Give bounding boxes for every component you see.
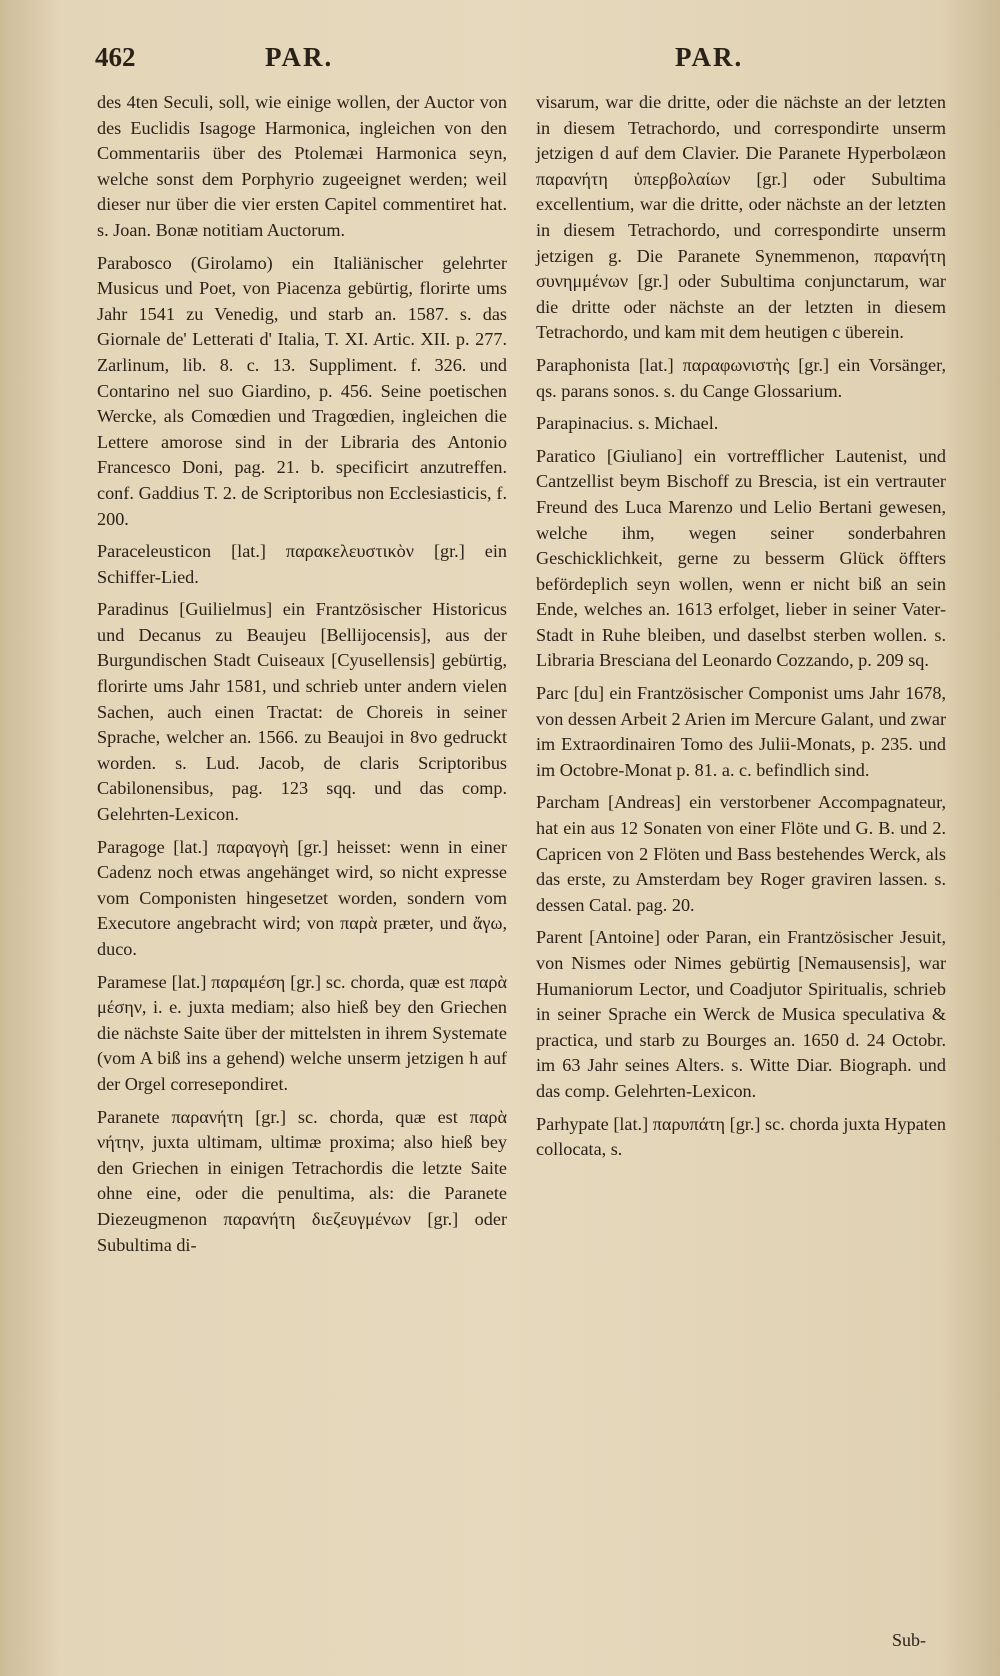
entry-parc: Parc [du] ein Frantzösischer Componist ums Jahr 1678, von dessen Arbeit 2 Arien im Mercure Galant, und zwar im Extraordinairen Tomo des Julii-Monats, p. 235. und im Octobre-Monat p. 81. a. c. befindlich sind. [536,683,946,780]
catchword: Sub- [891,1630,926,1650]
running-head-right: PAR. [675,42,744,72]
left-column [97,90,507,1265]
page-header [95,38,955,78]
entry-continuation: visarum, war die dritte, oder die nächste an der letzten in diesem Tetrachordo, und correspondirte unserm jetzigen d auf dem Clavier. Die Paranete Hyperbolæon παρανήτη ὑπερβολαίων [gr.] oder Subultima excellentium, war die dritte, oder nächste an der letzten in diesem Tetrachordo, und correspondirte unserm jetzigen g. Die Paranete Synemmenon, παρανήτη συνημμένων [gr.] oder Subultima conjunctarum, war die dritte oder nächste an der letzten in diesem Tetrachordo, und kam mit dem heutigen c überein. [536,92,946,343]
page-number: 462 [95,42,136,72]
entry-parhypate: Parhypate [lat.] παρυπάτη [gr.] sc. chorda juxta Hypaten collocata, s. [536,1113,946,1160]
right-column [536,90,946,1170]
entry-continuation: des 4ten Seculi, soll, wie einige wollen, der Auctor von des Euclidis Isagoge Harmonica, ingleichen von den Commentariis über des Ptolemæi Harmonica seyn, welche sonst dem Porphyrio zugeeignet werden; weil dieser nur über die vier ersten Capitel commentiret hat. s. Joan. Bonæ notitiam Auctorum. [97,92,507,240]
entry-paradinus: Paradinus [Guilielmus] ein Frantzösischer Historicus und Decanus zu Beaujeu [Bellijocensis], aus der Burgundischen Stadt Cuiseaux [Cyusellensis] gebürtig, florirte ums Jahr 1581, und schrieb unter andern vielen Sachen, auch einen Tractat: de Choreis in seiner Sprache, welcher an. 1566. zu Beaujoi in 8vo gedruckt worden. s. Lud. Jacob, de claris Scriptoribus Cabilonensibus, pag. 123 sqq. und das comp. Gelehrten-Lexicon. [97,599,507,825]
entry-paragoge: Paragoge [lat.] παραγογὴ [gr.] heisset: wenn in einer Cadenz noch etwas angehänget wird, so nicht expresse vom Componisten hingesetzet worden, sondern vom Executore angebracht wird; von παρὰ præter, und ἄγω, duco. [97,836,507,959]
running-head-left: PAR. [265,42,334,72]
entry-paraphonista: Paraphonista [lat.] παραφωνιστὴς [gr.] ein Vorsänger, qs. parans sonos. s. du Cange Glossarium. [536,354,946,401]
entry-paramese: Paramese [lat.] παραμέση [gr.] sc. chorda, quæ est παρὰ μέσην, i. e. juxta mediam; also hieß bey den Griechen die nächste Saite über der mittelsten in ihrem Systemate (vom A biß ins a gehend) welche unserm jetzigen h auf der Orgel corresepondiret. [97,971,507,1094]
entry-paranete: Paranete παρανήτη [gr.] sc. chorda, quæ est παρὰ νήτην, juxta ultimam, ultimæ proxima; also hieß bey den Griechen in einigen Tetrachordis die letzte Saite ohne eine, oder die penultima, als: die Paranete Diezeugmenon παρανήτη διεζευγμένων [gr.] oder Subultima di- [97,1106,507,1255]
entry-paraceleusticon: Paraceleusticon [lat.] παρακελευστικὸν [gr.] ein Schiffer-Lied. [97,541,507,587]
entry-parabosco: Parabosco (Girolamo) ein Italiänischer gelehrter Musicus und Poet, von Piacenza gebürtig, florirte ums Jahr 1541 zu Venedig, und starb an. 1587. s. das Giornale de' Letterati d' Italia, T. XI. Artic. XII. p. 277. Zarlinum, lib. 8. c. 13. Suppliment. f. 326. und Contarino nel suo Giardino, p. 456. Seine poetischen Wercke, als Comœdien und Tragœdien, ingleichen die Lettere amorose sind in der Libraria des Antonio Francesco Doni, pag. 21. b. specificirt anzutreffen. conf. Gaddius T. 2. de Scriptoribus non Ecclesiasticis, f. 200. [97,252,507,529]
entry-parcham: Parcham [Andreas] ein verstorbener Accompagnateur, hat ein aus 12 Sonaten von einer Flöte und G. B. und 2. Capricen von 2 Flöten und Bass bestehendes Werck, als das erste, zu Amsterdam bey Roger graviren lassen. s. dessen Catal. pag. 20. [536,792,946,915]
entry-parent: Parent [Antoine] oder Paran, ein Frantzösischer Jesuit, von Nismes oder Nimes gebürtig [Nemausensis], war Humaniorum Lector, und Coadjutor Spiritualis, schrieb in seiner Sprache ein Werck de Musica speculativa & practica, und starb zu Bourges an. 1650 d. 24 Octobr. im 63 Jahr seines Alters. s. Witte Diar. Biograph. und das comp. Gelehrten-Lexicon. [536,927,946,1101]
entry-paratico: Paratico [Giuliano] ein vortrefflicher Lautenist, und Cantzellist beym Bischoff zu Brescia, ist ein vertrauter Freund des Luca Marenzo und Lelio Bertani gewesen, welche ihm, wegen seiner sonderbahren Geschicklichkeit, gerne zu besserm Glück öffters befördерlich seyn wollen, wenn er nicht biß an sein Ende, welches an. 1613 erfolget, lieber in seiner Vater-Stadt in Ruhe bleiben, und daselbst sterben wollen. s. Libraria Bresciana del Leonardo Cozzando, p. 209 sq. [536,445,946,671]
entry-parapinacius: Parapinacius. s. Michael. [536,413,719,434]
